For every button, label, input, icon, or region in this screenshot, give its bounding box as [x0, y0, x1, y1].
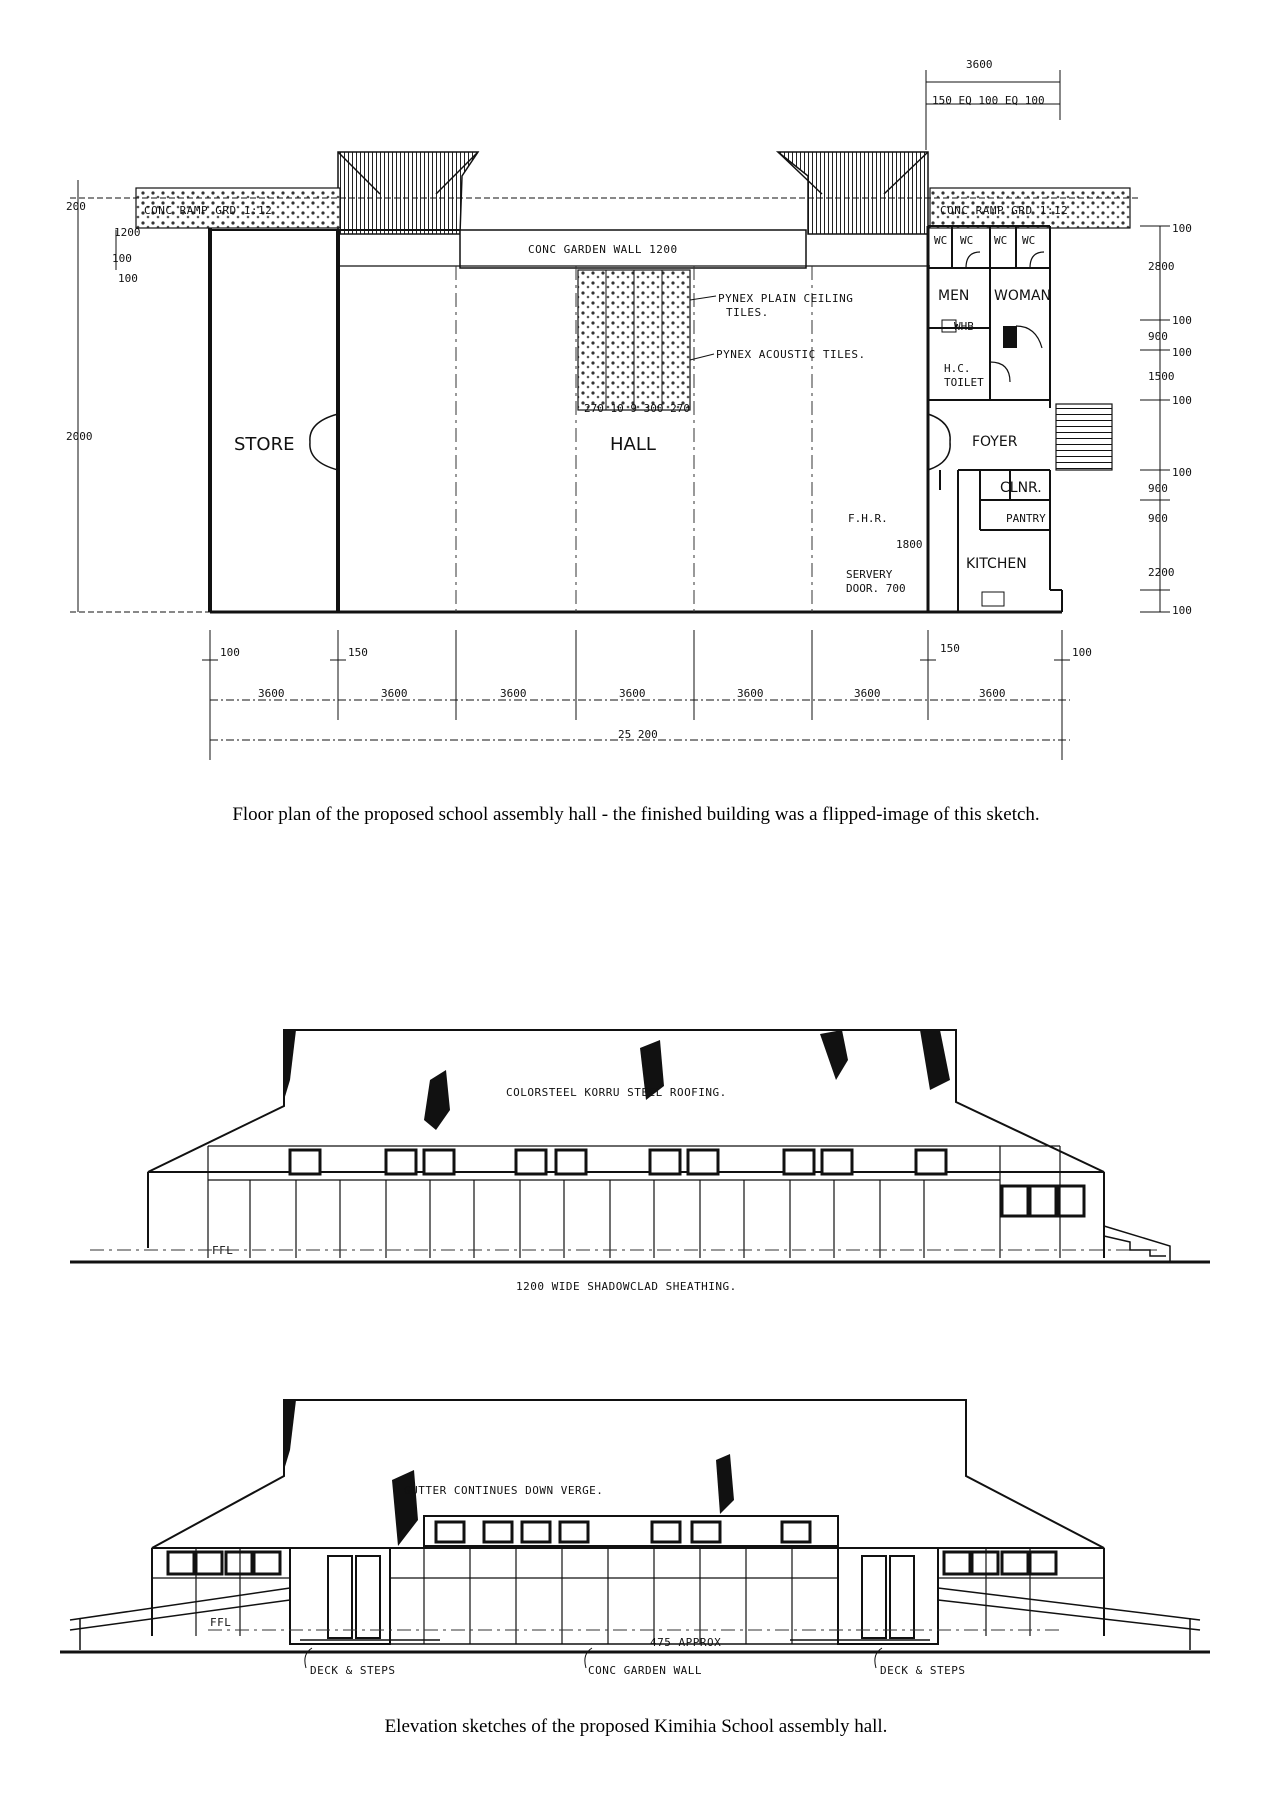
note-ramp-left: CONC RAMP GRD 1:12 — [144, 204, 273, 217]
dim-bottom-100b: 100 — [1072, 646, 1092, 659]
bay-dimension-6: 3600 — [854, 687, 881, 700]
kitchen-fixture — [982, 592, 1004, 606]
room-hc-toilet-line2: TOILET — [944, 376, 984, 389]
toilet-fixture — [1003, 326, 1017, 348]
elevation-2-drawing — [0, 1380, 1272, 1680]
side-steps — [1104, 1226, 1170, 1262]
room-hall: HALL — [610, 434, 656, 455]
dim-top-total: 3600 — [966, 58, 993, 71]
dim-right-100e: 100 — [1172, 466, 1192, 479]
dim-left-height: 2000 — [66, 430, 93, 443]
bay-dimension-2: 3600 — [381, 687, 408, 700]
hall-door — [928, 414, 950, 470]
room-cleaner: CLNR. — [1000, 480, 1042, 496]
room-hc-toilet-line1: H.C. — [944, 362, 971, 375]
dim-left-top: 200 — [66, 200, 86, 213]
elevation-2-approx-note: 475 APPROX — [650, 1636, 722, 1649]
dim-right-2200: 2200 — [1148, 566, 1175, 579]
caption-elevations: Elevation sketches of the proposed Kimihia School assembly hall. — [384, 1716, 888, 1737]
room-kitchen: KITCHEN — [966, 556, 1027, 572]
elevation-2-ffl: FFL — [210, 1616, 232, 1629]
room-woman: WOMAN — [994, 288, 1051, 304]
elevation-2-deck-left: DECK & STEPS — [310, 1664, 396, 1677]
store-door — [310, 414, 338, 470]
floor-plan-drawing — [0, 0, 1272, 790]
dim-right-900c: 900 — [1148, 512, 1168, 525]
dim-bottom-150b: 150 — [940, 642, 960, 655]
bay-dimension-3: 3600 — [500, 687, 527, 700]
dim-total-length: 25 200 — [618, 728, 658, 741]
dim-bottom-150a: 150 — [348, 646, 368, 659]
dim-right-100d: 100 — [1172, 394, 1192, 407]
entry-steps — [1056, 404, 1112, 470]
room-foyer: FOYER — [972, 434, 1018, 450]
elevation-1-figure — [0, 1010, 1272, 1310]
room-wc-4: WC — [1022, 234, 1036, 247]
bay-dimension-4: 3600 — [619, 687, 646, 700]
caption-floor-plan: Floor plan of the proposed school assembly hall - the finished building was a flipped-image of this sketch. — [232, 804, 1040, 825]
room-wc-2: WC — [960, 234, 974, 247]
dim-right-100c: 100 — [1172, 346, 1192, 359]
elevation-2-deck-right: DECK & STEPS — [880, 1664, 966, 1677]
dim-right-100b: 100 — [1172, 314, 1192, 327]
note-tile-dims: 270 10 9 300 270 — [584, 402, 690, 415]
note-servery-2: DOOR. 700 — [846, 582, 906, 595]
note-garden-wall: CONC GARDEN WALL 1200 — [528, 243, 678, 256]
floor-plan-figure — [0, 0, 1272, 790]
room-pantry: PANTRY — [1006, 512, 1046, 525]
bay-dimension-1: 3600 — [258, 687, 285, 700]
elevation-1-sheathing-note: 1200 WIDE SHADOWCLAD SHEATHING. — [516, 1280, 737, 1293]
note-ramp-right: CONC RAMP GRD 1:12 — [940, 204, 1069, 217]
dim-right-900a: 900 — [1148, 330, 1168, 343]
bay-dimensions — [258, 687, 1006, 700]
bay-dimension-5: 3600 — [737, 687, 764, 700]
elevation-1-drawing — [0, 1010, 1272, 1310]
bay-dimension-7: 3600 — [979, 687, 1006, 700]
dim-1800: 1800 — [896, 538, 923, 551]
dim-left-a: 1200 — [114, 226, 141, 239]
note-servery-1: SERVERY — [846, 568, 893, 581]
room-wc-3: WC — [994, 234, 1008, 247]
elevation-2-gutter-note: GUTTER CONTINUES DOWN VERGE. — [404, 1484, 604, 1497]
room-store: STORE — [234, 434, 295, 455]
wing-walls — [928, 226, 1050, 612]
dim-right-1500: 1500 — [1148, 370, 1175, 383]
note-acoustic-tiles: PYNEX ACOUSTIC TILES. — [716, 348, 866, 361]
dim-left-b: 100 — [118, 272, 138, 285]
note-fhr: F.H.R. — [848, 512, 888, 525]
room-wc-1: WC — [934, 234, 948, 247]
dim-right-900b: 900 — [1148, 482, 1168, 495]
room-whb: WHB — [954, 320, 974, 333]
garden-block-left — [338, 152, 478, 234]
elevation-1-roof-note: COLORSTEEL KORRU STEEL ROOFING. — [506, 1086, 727, 1099]
elevation-2-figure — [0, 1380, 1272, 1680]
dim-right-100a: 100 — [1172, 222, 1192, 235]
note-ceiling-tiles-1: PYNEX PLAIN CEILING — [718, 292, 854, 305]
note-ceiling-tiles-2: TILES. — [726, 306, 769, 319]
dim-right-2800: 2800 — [1148, 260, 1175, 273]
dim-top-sub: 150 EQ 100 EQ 100 — [932, 94, 1045, 107]
dim-left-100: 100 — [112, 252, 132, 265]
garden-block-right — [778, 152, 928, 234]
dim-bottom-100a: 100 — [220, 646, 240, 659]
dim-right-100f: 100 — [1172, 604, 1192, 617]
room-men: MEN — [938, 288, 970, 304]
elevation-1-ffl: FFL — [212, 1244, 234, 1257]
elevation-2-wall-note: CONC GARDEN WALL — [588, 1664, 702, 1677]
